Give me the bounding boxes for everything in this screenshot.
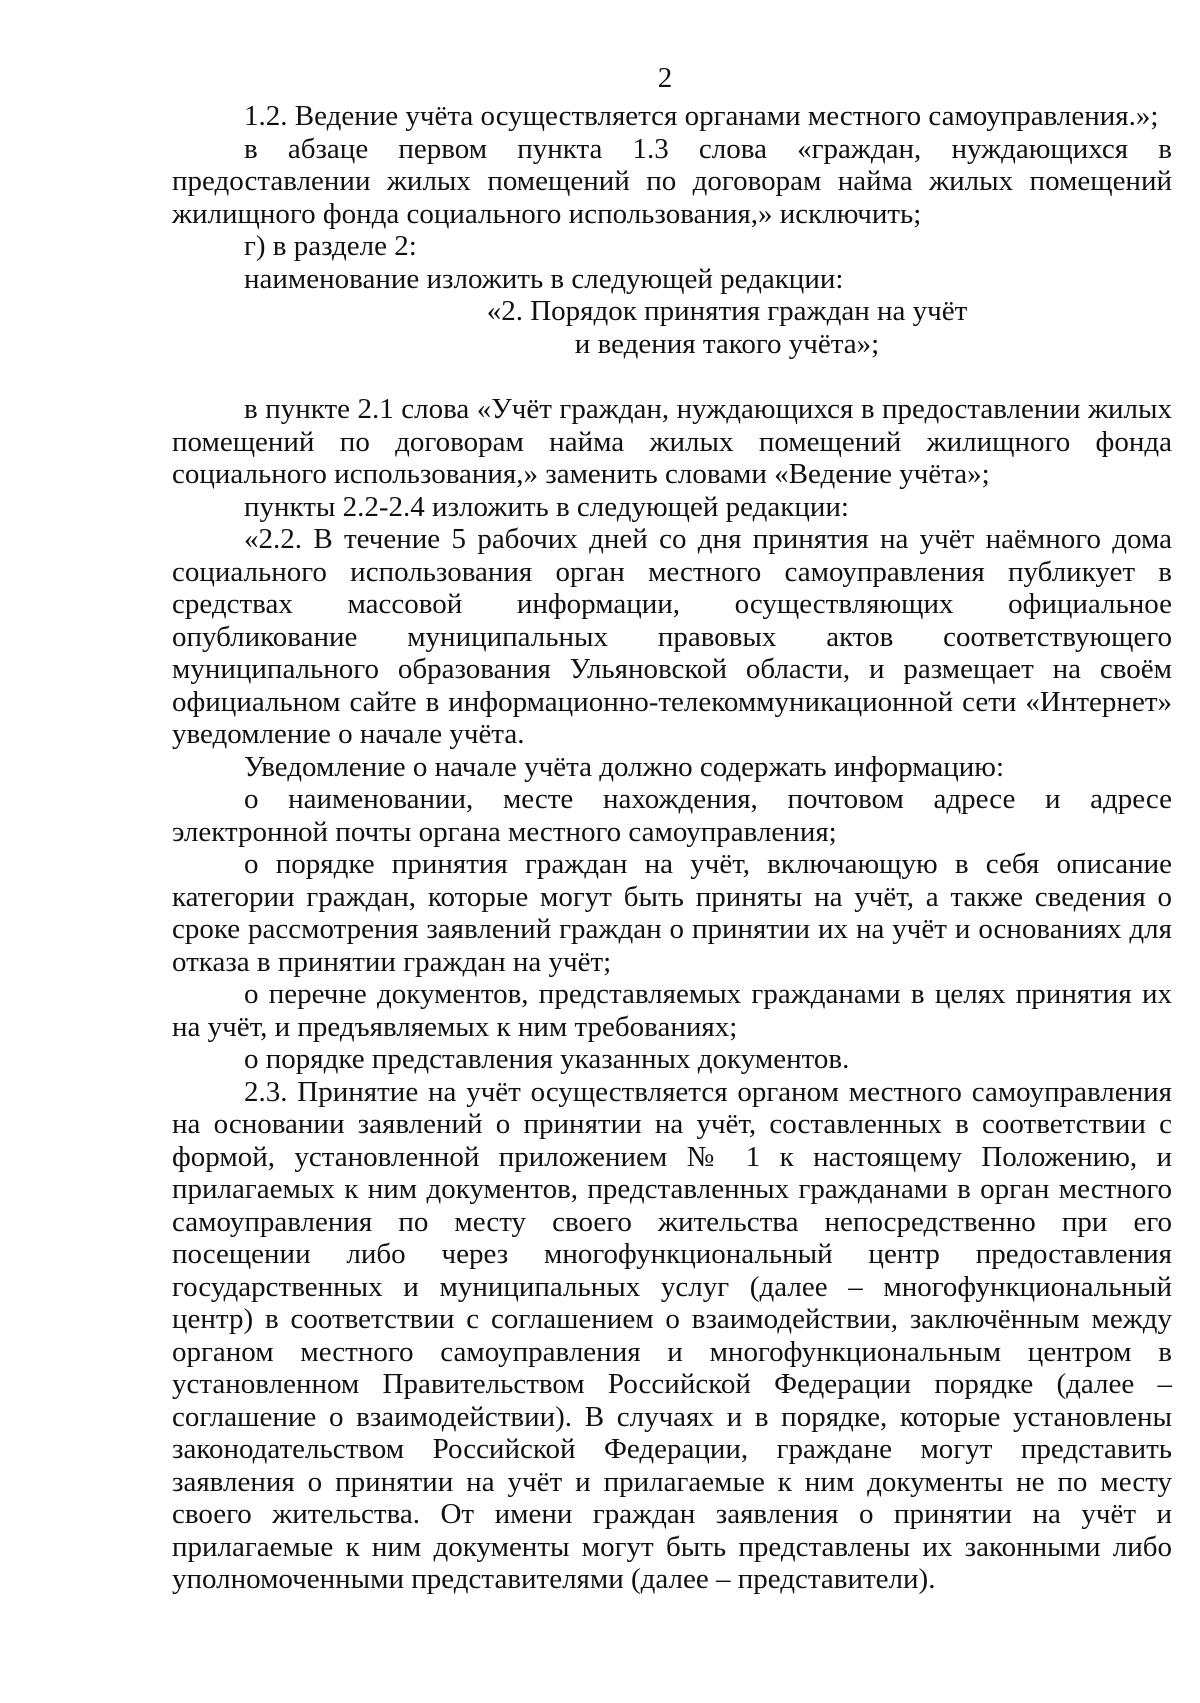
section-heading-line-1: «2. Порядок принятия граждан на учёт (486, 295, 968, 327)
paragraph-title-change: наименование изложить в следующей редакции: (244, 262, 844, 295)
paragraph-amendment-1-3: в абзаце первом пункта 1.3 слова «граждан, нуждающихся в предоставлении жилых помещений по договорам найма жилых помещений жилищного фонда социального использования,» исключить; (172, 132, 1172, 230)
paragraph-notice-item-3: о перечне документов, представляемых гражданами в целях принятия их на учёт, и предъявляемых к ним требованиях; (172, 978, 1172, 1043)
page-number: 2 (657, 62, 673, 94)
paragraph-2-2: «2.2. В течение 5 рабочих дней со дня принятия на учёт наёмного дома социального использования орган местного самоуправления публикует в средствах массовой информации, осуществляющих официальное опубликование муниципальных правовых актов соответствующего муниципального образования Ульяновской области, и размещает на своём официальном сайте в информационно-телекоммуникационной сети «Интернет» уведомление о начале учёта. (172, 523, 1172, 750)
paragraph-2-3: 2.3. Принятие на учёт осуществляется органом местного самоуправления на основании заявлений о принятии на учёт, составленных в соответствии с формой, установленной приложением № 1 к настоящему Положению, и прилагаемых к ним документов, представленных гражданами в орган местного самоуправления по месту своего жительства непосредственно при его посещении либо через многофункциональный центр предоставления государственных и муниципальных услуг (далее – многофункциональный центр) в соответствии с соглашением о взаимодействии, заключённым между органом местного самоуправления и многофункциональным центром в установленном Правительством Российской Федерации порядке (далее – соглашение о взаимодействии). В случаях и в порядке, которые установлены законодательством Российской Федерации, граждане могут представить заявления о принятии на учёт и прилагаемые к ним документы не по месту своего жительства. От имени граждан заявления о принятии на учёт и прилагаемые к ним документы могут быть представлены их законными либо уполномоченными представителями (далее – представители). (172, 1075, 1172, 1595)
document-body (172, 100, 1172, 1596)
paragraph-amendment-2-1: в пункте 2.1 слова «Учёт граждан, нуждающихся в предоставлении жилых помещений по договорам найма жилых помещений жилищного фонда социального использования,» заменить словами «Ведение учёта»; (172, 393, 1172, 490)
paragraph-section-2: г) в разделе 2: (244, 230, 417, 262)
paragraph-notice-item-4: о порядке представления указанных документов. (244, 1043, 850, 1075)
paragraph-notice-item-2: о порядке принятия граждан на учёт, включающую в себя описание категории граждан, которые могут быть приняты на учёт, а также сведения о сроке рассмотрения заявлений граждан о принятии их на учёт и основаниях для отказа в принятии граждан на учёт; (172, 848, 1172, 978)
section-heading-line-2: и ведения такого учёта»; (574, 327, 880, 360)
paragraph-notice-contents: Уведомление о начале учёта должно содержать информацию: (244, 750, 1005, 783)
paragraph-amendment-2-2-2-4: пункты 2.2-2.4 изложить в следующей редакции: (244, 490, 849, 523)
paragraph-1-2: 1.2. Ведение учёта осуществляется органами местного самоуправления.»; (244, 100, 1159, 132)
paragraph-notice-item-1: о наименовании, месте нахождения, почтовом адресе и адресе электронной почты органа местного самоуправления; (172, 783, 1172, 848)
